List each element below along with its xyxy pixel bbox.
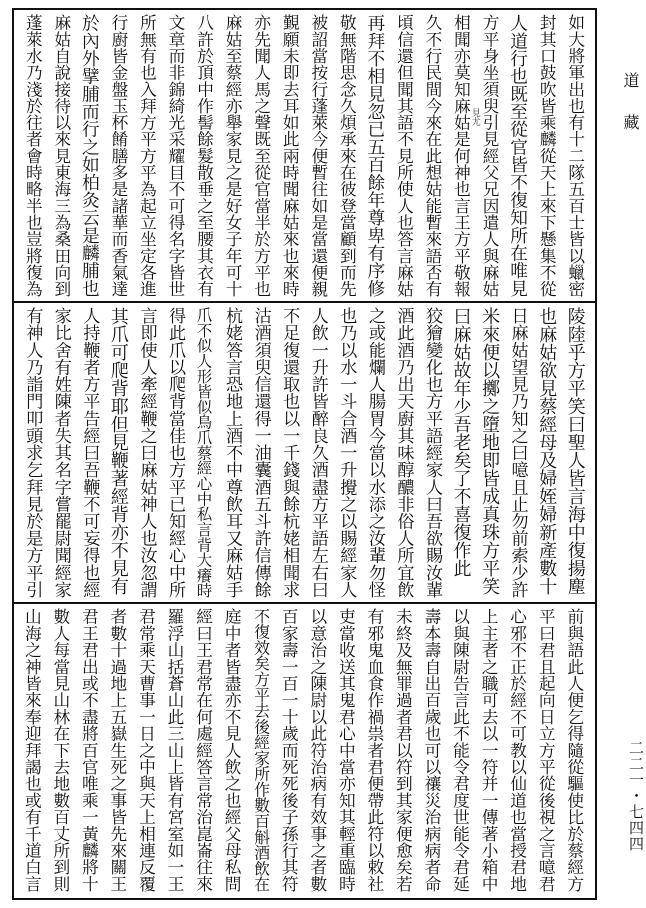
text-column: 再拜不相見忽已五百餘年尊卑有序修 [364, 14, 385, 298]
text-column: 如大將軍出也有十二隊五百士皆以蠟密 [565, 14, 585, 298]
text-column: 其爪可爬背耶但見鞭著經背亦不見有 [107, 307, 129, 595]
text-column: 山海之神皆來奉迎拜謁也或有千道白言 [22, 608, 43, 892]
text-column: 君常乘天曹事一日之中與天上相連反覆 [136, 608, 157, 892]
text-column: 人飲一升許皆醉良久酒盡方平語左右曰 [307, 307, 328, 599]
text-column: 心邪不正於經不可教以仙道也當授君地 [507, 608, 528, 892]
text-column: 八許於頂中作髻餘髮散垂之至腰其衣有 [194, 14, 214, 298]
text-column: 者數十過地上五嶽生死之事皆先來關王 [107, 608, 128, 892]
text-column: 沽酒須臾信還得一油囊酒五斗許信傳餘 [250, 307, 271, 599]
text-column: 吏當收送其鬼君心中當亦知其輕重臨時 [336, 608, 357, 892]
text-column: 百家壽一百一十歲而死死後子孫行其符 [279, 608, 300, 892]
text-column: 方平身坐須臾引見經父兄因遣人與麻姑 [480, 14, 500, 298]
margin-title-char-1: 道 [621, 72, 640, 88]
text-panel-2 [14, 303, 595, 604]
text-column: 米來便以擲之墮地即皆成真珠方平笑 [479, 307, 501, 595]
text-column: 亦先聞人馬之聲既至從官當半於方平也 [251, 14, 271, 298]
margin-title-char-2: 藏 [621, 114, 640, 130]
text-column: 人持鞭者方平告經曰吾鞭不可妄得也經 [79, 307, 100, 599]
text-column: 酒此酒乃出天廚其味醇醲非俗人所宜飲 [393, 307, 414, 599]
text-column: 之或能爛人腸胃今當以水添之汝輩勿怪 [364, 307, 385, 599]
text-column: 以意治之陳尉以此符治病有效事之者數 [307, 608, 328, 892]
text-column: 覲願未即去耳如此兩時聞麻姑來也來時 [280, 14, 300, 298]
text-column: 文章而非錦綺光采耀目不可得名字皆世 [166, 14, 185, 298]
text-column: 狡獪變化也方平語經家人曰吾欲賜汝輩 [422, 307, 442, 599]
text-column: 言即使人牽經鞭之曰麻姑神人也汝忽謂 [136, 307, 157, 599]
text-column: 被詔當按行蓬萊今便暫往如是當還便親 [308, 14, 328, 298]
text-column: 君王君出或不盡將百官唯乘一黃麟將十 [79, 608, 100, 892]
text-column: 數人每當見山林在下去地數百丈所到則 [50, 608, 71, 892]
text-column: 上主者之職可去以一符并一傳著小箱中 [479, 608, 500, 892]
text-column: 蓬萊水乃淺於往者會時略半也豈將復為 [23, 14, 43, 298]
text-column: 相聞亦莫知麻姑是何神也言王方平敬報 [451, 14, 471, 298]
text-column: 也麻姑欲見蔡經母及婦姪婦新產數十 [536, 307, 558, 595]
text-column: 爪不似人形皆似鳥爪蔡經心中私言背大癢時 [194, 307, 213, 599]
text-column: 杭姥答言恐地上酒不中尊飲耳又麻姑手 [222, 307, 243, 599]
text-column: 有邪鬼血食作禍祟者君便帶此符以敕社 [364, 608, 385, 892]
text-column: 庭中者皆盡亦不見人飲之也經父母私問 [222, 608, 243, 892]
text-column: 陵陸乎方平笑曰聖人皆言海中復揚塵 [564, 307, 586, 595]
text-column: 麻姑自說接待以來見東海三為桑田向到 [51, 14, 71, 298]
text-column: 也乃以水一斗合酒一升攪之以賜經家人 [336, 307, 357, 599]
text-column: 以與陳尉告言此不能令君度世能令君延 [450, 608, 471, 892]
page-frame [12, 8, 597, 900]
text-column: 經曰王君常在何處經答言常治崑崙往來 [193, 608, 214, 892]
interlinear-note: 見尤 [469, 108, 480, 126]
text-column: 日麻姑望見乃知之曰噫且止勿前索少許 [507, 307, 528, 599]
text-column: 不足復還取也以一千錢與餘杭姥相聞求 [279, 307, 300, 599]
text-panel-1 [14, 10, 595, 303]
text-column: 曰麻姑故年少吾老矣了不喜復作此 [450, 307, 472, 577]
text-column: 久不行民間今來在此想姑能暫來語否有 [423, 14, 442, 298]
text-column: 行廚皆金盤玉杯餚膳多是諸華而香氣達 [108, 14, 128, 298]
text-column: 壽本壽自出百歲也可以禳災治病病者命 [422, 608, 442, 892]
text-column: 未終及無罪過者君以符到其家便愈矣若 [393, 608, 414, 892]
text-column: 平曰君且起向日立方平從後視之言噫君 [536, 608, 557, 892]
text-column: 前與語此人便乞得隨從驅使比於蔡經方 [564, 608, 585, 892]
text-column: 有神人乃詣門叩頭求乞拜見於是方平引 [22, 307, 43, 599]
text-column: 人道行也既至從官皆不復知所在唯見 [507, 14, 528, 298]
text-column: 於內外擘脯而行之如柏灸云是麟脯也 [79, 14, 100, 298]
text-column: 所無有也入拜方平方平為起立坐定各進 [137, 14, 157, 298]
text-column: 頃信還但聞其語不見所使人也答言麻姑 [394, 14, 414, 298]
text-column: 不復效矣方平去後經家所作數百斛酒飲在 [251, 608, 271, 893]
text-column: 羅浮山括蒼山此三山上皆有宮室如一王 [165, 608, 185, 892]
folio-number: 二二一・七四四 [627, 740, 645, 852]
text-column: 麻姑至蔡經亦舉家見之是好女子年可十 [223, 14, 243, 298]
text-column: 家比舍有姓陳者失其名字嘗罷尉聞經家 [50, 307, 71, 599]
text-column: 敬無階思念久煩承來在彼登當顧到而先 [337, 14, 357, 298]
text-panel-3 [14, 604, 595, 898]
text-column: 得此爪以爬背當佳也方平已知經心中所 [165, 307, 185, 599]
text-column: 封其口鼓吹皆乘麟從天上來下懸集不從 [537, 14, 557, 298]
